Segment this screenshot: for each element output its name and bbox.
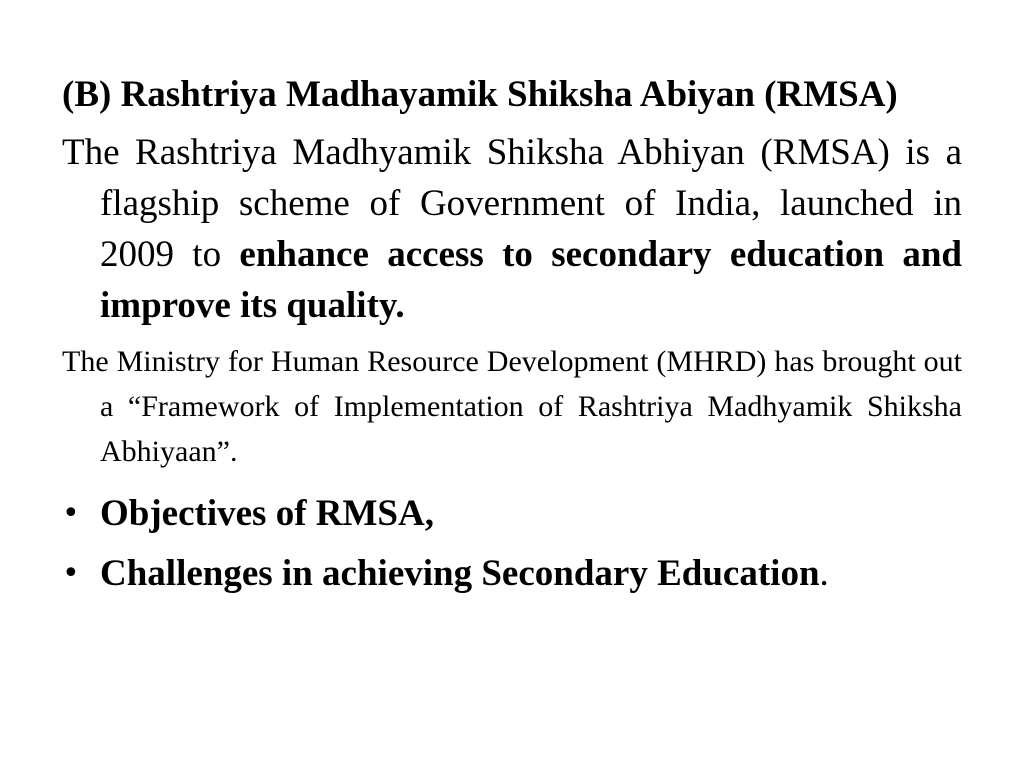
bullet-text: Objectives of RMSA,: [100, 493, 434, 534]
bullet-trail: .: [819, 553, 829, 594]
bullet-icon: •: [62, 496, 80, 531]
bullet-icon: •: [62, 556, 80, 591]
bullet-item-challenges: [62, 544, 962, 604]
slide-content: [62, 70, 962, 604]
slide-heading: (B) Rashtriya Madhayamik Shiksha Abiyan (RMSA): [62, 74, 898, 115]
bullet-list: [62, 484, 962, 604]
bullet-item-objectives: [62, 484, 962, 544]
intro-emphasis: enhance access to secondary education and improve its quality.: [100, 234, 962, 326]
bullet-text: Challenges in achieving Secondary Education: [100, 553, 820, 594]
intro-paragraph: [62, 127, 962, 331]
intro-text: The Rashtriya Madhyamik Shiksha Abhiyan (RMSA) is a flagship scheme of Government of India, launched in 2009 to: [62, 132, 962, 275]
ministry-paragraph: The Ministry for Human Resource Development (MHRD) has brought out a “Framework of Implementation of Rashtriya Madhyamik Shiksha Abhiyaan”.: [62, 345, 962, 468]
